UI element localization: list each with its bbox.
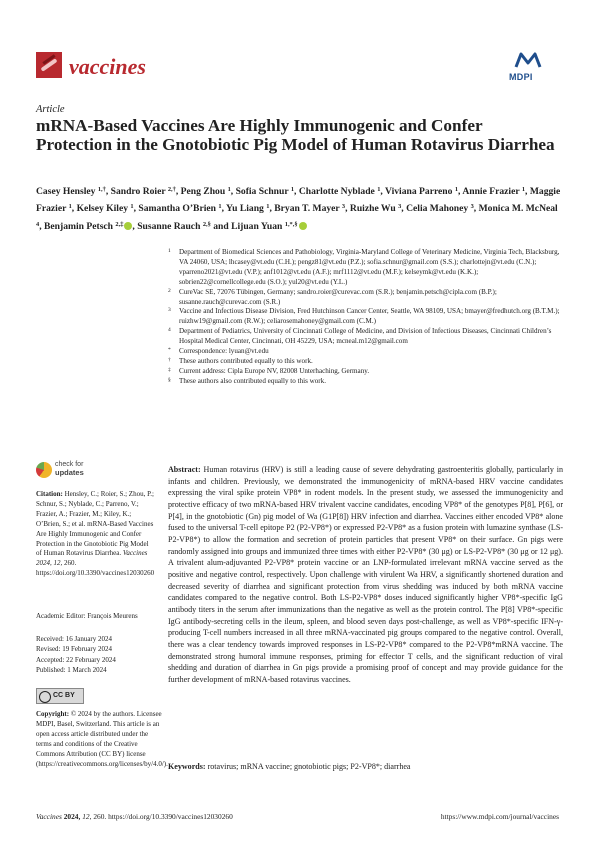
author-affiliation-marker: 1 — [521, 186, 526, 193]
author-affiliation-marker: 1 — [290, 186, 295, 193]
affiliation-text: Department of Pediatrics, University of Cincinnati College of Medicine, and Division of Infectious Diseases, Cincinnati Children’s Hospital Medical Center, Cincinnati, OH 45229, USA; mcneal.m12@gmail.com — [179, 327, 552, 346]
author-affiliation-marker: 1 — [227, 186, 231, 193]
footer-volume: 12, — [82, 812, 92, 821]
date-received: Received: 16 January 2024 — [36, 635, 113, 643]
affiliation-marker: § — [168, 376, 171, 383]
author-affiliation-marker: 1 — [377, 186, 381, 193]
abstract-label: Abstract: — [168, 465, 201, 474]
affiliation-item — [168, 347, 563, 357]
citation-block — [36, 490, 156, 579]
affiliations — [168, 248, 563, 387]
author-name[interactable]: Monica M. McNeal $^4$ — [36, 203, 558, 228]
affiliation-text: CureVac SE, 72076 Tübingen, Germany; sandro.roier@curevac.com (S.R.); benjamin.petsch@cipla.com (B.P.); susanne.rauch@curevac.com (S.R.) — [179, 287, 497, 306]
affiliation-marker: 4 — [168, 327, 171, 334]
affiliation-item — [168, 288, 563, 308]
citation-journal: Vaccines — [122, 549, 148, 558]
date-revised: Revised: 19 February 2024 — [36, 645, 113, 654]
abstract-text: Human rotavirus (HRV) is still a leading cause of severe dehydrating gastroenteritis globally, particularly in infants and children. Previously, we demonstrated the immunogenicity of mRNA-based HRV vaccine candidates expressing the viral spike protein VP8* in rodent models. In the present study, we assessed the immunogenicity and protective efficacy of two mRNA-based HRV trivalent vaccine candidates, encoding VP8* of the genotypes P[8], P[6], or P[4], in the gnotobiotic (Gn) pig model of Wa (G1P[8]) HRV infection and diarrhea. Vaccines either encoded VP8* alone fused to the universal T-cell epitope P2 (P2-VP8*) or expressed P2-VP8* as a fusion protein with lumazine synthase (LS-P2-VP8*) to allow the formation and secretion of protein particles that present VP8* on their surface. Gn pigs were randomly assigned into groups and immunized three times with either P2-VP8* (30 μg) or LS-P2-VP8* (30 μg or 12 μg). A trivalent alum-adjuvanted P2-VP8* protein vaccine or an LNP-formulated irrelevant mRNA vaccine served as the positive and negative control, respectively. Upon challenge with virulent Wa HRV, a significantly shortened duration and decreased severity of diarrhea and significant protection from virus shedding was induced by both mRNA vaccine candidates compared to the negative control. Both LS-P2-VP8* doses induced significantly higher VP8*-specific IgG antibody titers in the serum after immunizations than the negative as well as the protein control. The P[8] VP8*-specific IgG antibody-secreting cells in the ileum, spleen, and blood seven days post-challenge, as well as VP8*-specific IFN-γ-producing T-cell numbers increased in all three mRNA-vaccinated pig groups compared to the negative control. Overall, there was a clear tendency towards improved responses in LS-P2-VP8* compared to the P2-VP8*mRNA vaccine. The demonstrated strong humoral immune responses, priming for effector T cells, and the significant reduction of viral shedding and duration of diarrhea in Gn pigs provide a promising proof of concept and may provide guidance for the further development of mRNA-based rotavirus vaccines. — [168, 465, 563, 684]
author-name[interactable]: Maggie Frazier $^1$ — [36, 186, 561, 215]
author-name[interactable]: Viviana Parreno $^1$ — [385, 186, 459, 197]
author-name[interactable]: Samantha O’Brien $^1$ — [138, 203, 222, 215]
affiliation-text: These authors contributed equally to this work. — [179, 356, 313, 365]
author-affiliation-marker: 1,† — [97, 186, 106, 193]
author-name[interactable]: Lijuan Yuan $^{1,*,\S}$ — [231, 221, 306, 232]
copyright-label: Copyright: — [36, 710, 70, 718]
keywords — [168, 762, 563, 771]
author-affiliation-marker: 1 — [130, 203, 134, 211]
author-name[interactable]: Sandro Roier $^{2,\dagger}$ — [110, 186, 176, 197]
affiliation-marker: ‡ — [168, 366, 171, 373]
author-affiliation-marker: 1 — [266, 203, 270, 211]
publisher-name[interactable]: MDPI — [509, 72, 533, 82]
author-affiliation-marker: 4 — [36, 220, 40, 228]
check-updates-line1: check for — [55, 461, 84, 468]
author-name[interactable]: Susanne Rauch $^{2,\S}$ — [137, 220, 211, 232]
author-affiliation-marker: 3 — [341, 203, 346, 211]
affiliation-item — [168, 307, 563, 327]
author-name[interactable]: Kelsey Kiley $^1$ — [76, 203, 134, 215]
footer-journal-url[interactable]: https://www.mdpi.com/journal/vaccines — [440, 812, 559, 821]
author-name[interactable]: Charlotte Nyblade $^1$ — [298, 186, 381, 197]
author-affiliation-marker: 2,† — [167, 186, 176, 193]
cc-by-license-badge[interactable] — [36, 688, 84, 704]
author-name[interactable]: Peng Zhou $^1$ — [180, 186, 231, 197]
copyright-text: © 2024 by the authors. Licensee MDPI, Basel, Switzerland. This article is an open access article distributed under the terms and conditions of the Creative Commons Attribution (CC BY) license (https://creativecommons.org/licenses/by/4.0/). — [36, 710, 168, 768]
affiliation-marker: * — [168, 347, 171, 354]
journal-logo-icon — [36, 52, 62, 78]
affiliation-marker: 1 — [168, 248, 171, 254]
author-name[interactable]: Sofia Schnur $^1$ — [235, 186, 295, 197]
footer-journal: Vaccines — [36, 812, 62, 821]
author-affiliation-marker: 2,‡ — [115, 220, 124, 228]
cc-icon — [39, 691, 51, 703]
author-affiliation-marker: 1 — [218, 203, 222, 211]
orcid-icon[interactable] — [299, 222, 307, 230]
affiliation-item — [168, 357, 563, 367]
author-name[interactable]: Casey Hensley $^{1,\dagger}$ — [36, 186, 106, 197]
affiliation-marker: † — [168, 356, 171, 363]
affiliation-text: Department of Biomedical Sciences and Pathobiology, Virginia-Maryland College of Veterinary Medicine, Virginia Tech, Blacksburg, VA 24060, USA; lhcasey@vt.edu (C.H.); pengz81@vt.edu (P.Z.); sofia.schnur@gmail.com (S.S.); charlottejn@vt.edu (C.N.); vparreno2021@vt.edu (V.P.); anf1012@vt.edu (A.F.); mrf1112@vt.edu (M.F.); kelseymk@vt.edu (K.K.); sobrien22@cornellcollege.edu (S.O.); yul20@vt.edu (Y.L.) — [179, 248, 560, 286]
mdpi-logo-icon — [513, 51, 543, 69]
check-updates-line2: updates — [55, 468, 84, 477]
author-list: Casey Hensley $^{1,\dagger}$, Sandro Roier $^{2,\dagger}$, Peng Zhou $^1$, Sofia Schnur $^1$, Charlotte Nyblade $^1$, Viviana Parreno $^1$, Annie Frazier $^1$, Maggie Frazier $^1$, Kelsey Kiley $^1$, Samantha O’Brien $^1$, Yu Liang $^1$, Bryan T. Mayer $^3$, Ruizhe Wu $^3$, Celia Mahoney $^3$, Monica M. McNeal $^4$, Benjamin Petsch $^{2,\ddagger}$ , Susanne Rauch $^{2,\S}$ and Lijuan Yuan $^{1,*,\S}$ — [36, 186, 561, 232]
affiliation-text: Vaccine and Infectious Disease Division, Fred Hutchinson Cancer Center, Seattle, WA 98109, USA; bmayer@fredhutch.org (B.T.M.); ruizhw19@gmail.com (R.W.); celiarosemahoney@gmail.com (C.M.) — [179, 307, 560, 326]
affiliation-text: Correspondence: lyuan@vt.edu — [179, 347, 269, 356]
author-affiliation-marker: 3 — [398, 203, 402, 211]
footer-citation — [36, 812, 233, 821]
author-affiliation-marker: 2,§ — [202, 220, 211, 228]
author-name[interactable]: Bryan T. Mayer $^3$ — [274, 203, 346, 215]
journal-name[interactable]: vaccines — [69, 54, 146, 79]
citation-text: Hensley, C.; Roier, S.; Zhou, P.; Schnur, S.; Nyblade, C.; Parreno, V.; Frazier, A.; Frazier, M.; Kiley, K.; O’Brien, S.; et al. mRNA-Based Vaccines Are Highly Immunogenic and Confer Protection in the Gnotobiotic Pig Model of Human Rotavirus Diarrhea. — [36, 490, 154, 558]
author-affiliation-marker: 3 — [470, 203, 474, 211]
footer-year: 2024, — [63, 812, 81, 821]
keywords-text: rotavirus; mRNA vaccine; gnotobiotic pigs; P2-VP8*; diarrhea — [207, 762, 411, 771]
publication-dates — [36, 634, 156, 675]
citation-volume: 2024, 12, — [36, 559, 63, 568]
author-affiliation-marker: 1 — [68, 203, 72, 211]
author-name[interactable]: Yu Liang $^1$ — [226, 203, 270, 215]
affiliation-marker: 2 — [168, 287, 171, 294]
check-for-updates-button[interactable] — [55, 461, 84, 478]
author-name[interactable]: Celia Mahoney $^3$ — [406, 203, 474, 215]
affiliation-item — [168, 248, 563, 288]
affiliation-text: These authors also contributed equally to this work. — [179, 376, 326, 385]
copyright-notice — [36, 710, 168, 769]
citation-doi[interactable]: 260. https://doi.org/10.3390/vaccines12030260 — [36, 559, 155, 578]
affiliation-item — [168, 377, 563, 387]
article-title: mRNA-Based Vaccines Are Highly Immunogenic and Confer Protection in the Gnotobiotic Pig Model of Human Rotavirus Diarrhea — [36, 116, 555, 154]
date-published: Published: 1 March 2024 — [36, 665, 107, 674]
abstract — [168, 464, 563, 685]
affiliation-item — [168, 327, 563, 347]
orcid-icon[interactable] — [124, 222, 132, 230]
academic-editor: Academic Editor: François Meurens — [36, 612, 138, 620]
cc-badge-label: CC BY — [53, 692, 75, 699]
date-accepted: Accepted: 22 February 2024 — [36, 655, 116, 664]
author-affiliation-marker: 1 — [454, 186, 459, 193]
author-affiliation-marker: 1,*,§ — [284, 220, 298, 228]
affiliation-marker: 3 — [168, 307, 171, 314]
affiliation-item — [168, 367, 563, 377]
author-name[interactable]: Annie Frazier $^1$ — [462, 186, 526, 197]
check-for-updates-icon[interactable] — [36, 462, 52, 478]
affiliation-text: Current address: Cipla Europe NV, 82008 Unterhaching, Germany. — [179, 366, 370, 375]
citation-label: Citation: — [36, 490, 63, 498]
author-name[interactable]: Ruizhe Wu $^3$ — [349, 203, 402, 215]
author-name[interactable]: Benjamin Petsch $^{2,\ddagger}$ — [44, 221, 132, 232]
footer-doi[interactable]: 260. https://doi.org/10.3390/vaccines12030260 — [93, 812, 233, 821]
article-type: Article — [36, 104, 65, 115]
keywords-label: Keywords: — [168, 762, 206, 771]
